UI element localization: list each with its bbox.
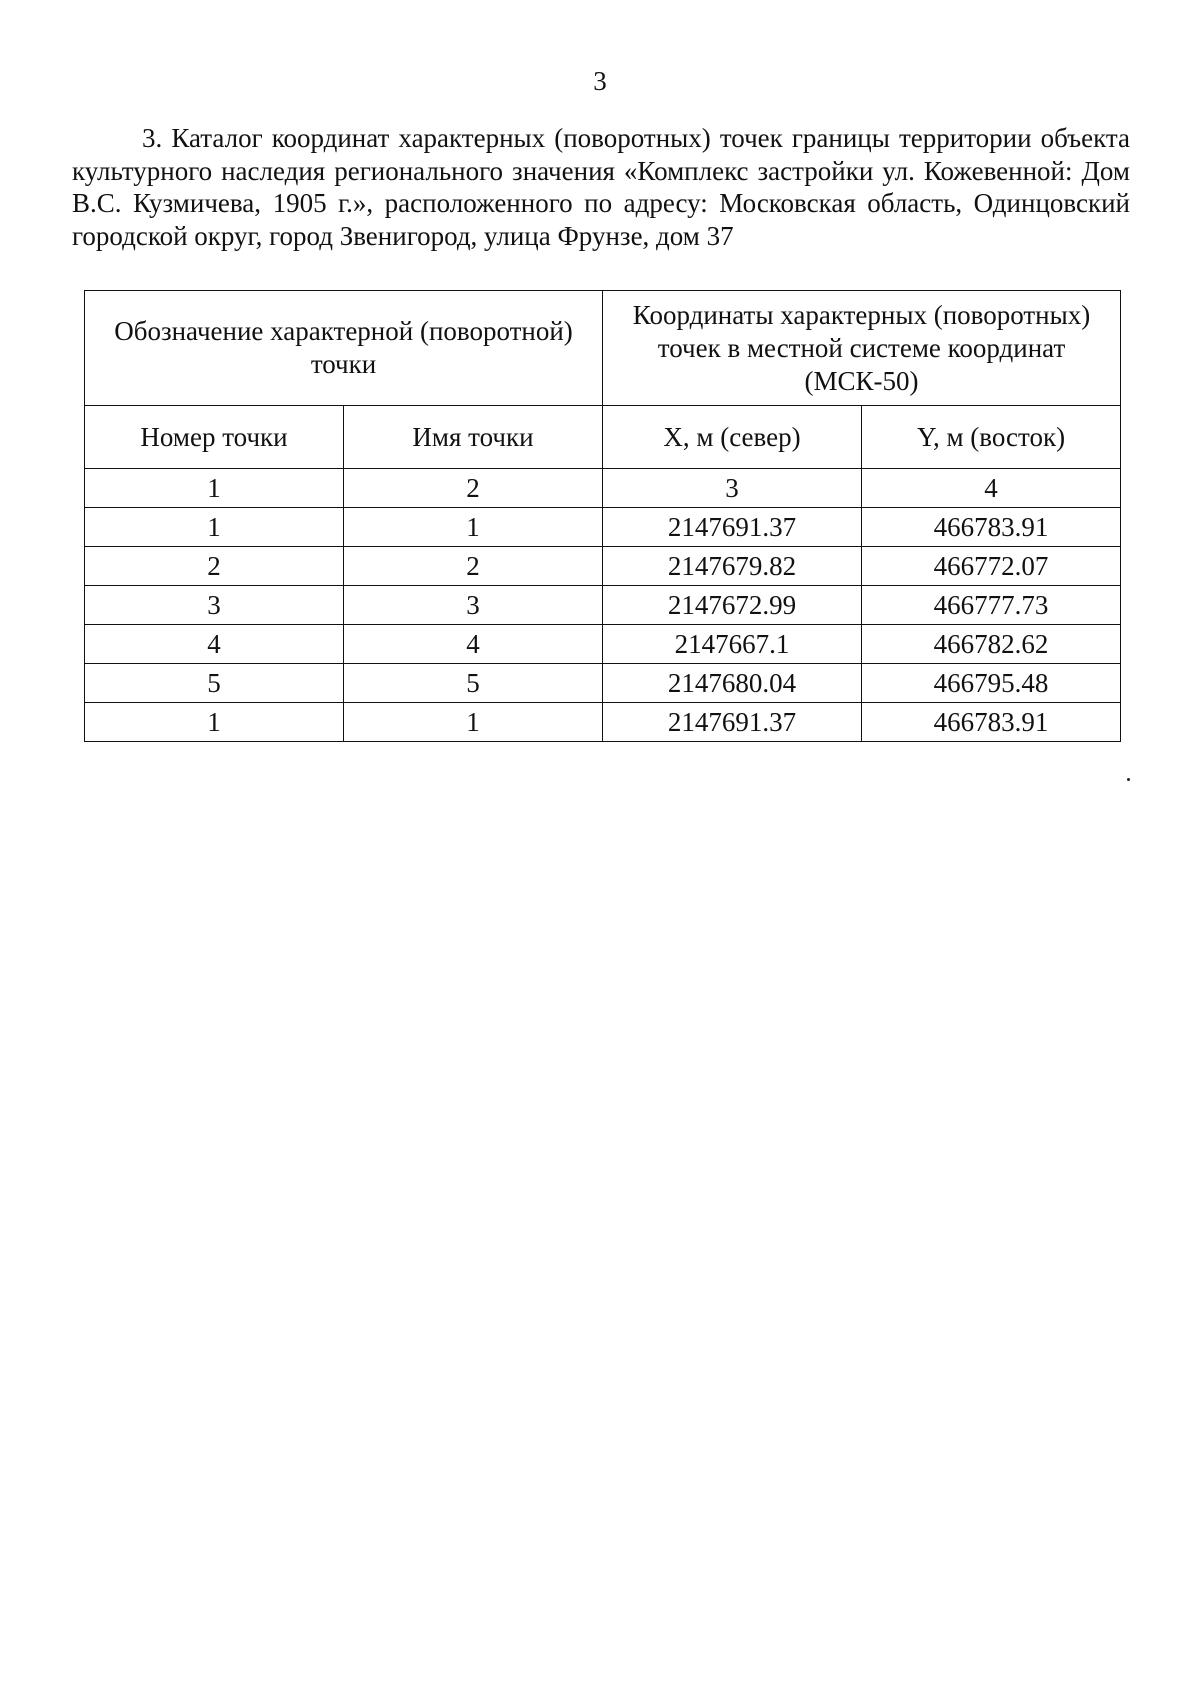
point-number-cell: 1 (85, 703, 344, 742)
point-name-cell: 1 (344, 508, 603, 547)
table-row (85, 664, 1121, 703)
column-number-row (85, 469, 1121, 508)
table-row (85, 703, 1121, 742)
column-number: 2 (344, 469, 603, 508)
point-number-cell: 4 (85, 625, 344, 664)
point-number-cell: 2 (85, 547, 344, 586)
table-header-row (85, 291, 1121, 406)
header-coordinates: Координаты характерных (поворотных) точек в местной системе координат (МСК-50) (603, 291, 1121, 406)
x-coordinate-cell: 2147667.1 (603, 625, 862, 664)
table-row (85, 547, 1121, 586)
x-coordinate-cell: 2147691.37 (603, 508, 862, 547)
subheader-point-name: Имя точки (344, 406, 603, 469)
page-number: 3 (593, 66, 607, 96)
header-point-designation: Обозначение характерной (поворотной) точки (85, 291, 603, 406)
y-coordinate-cell: 466783.91 (862, 703, 1121, 742)
point-name-cell: 5 (344, 664, 603, 703)
catalog-intro-paragraph: 3. Каталог координат характерных (поворотных) точек границы территории объекта культурного наследия регионального значения «Комплекс застройки ул. Кожевенной: Дом В.С. Кузмичева, 1905 г.», расположенного по адресу: Московская область, Одинцовский городской округ, город Звенигород, улица Фрунзе, дом 37 (72, 123, 1130, 251)
column-number: 4 (862, 469, 1121, 508)
y-coordinate-cell: 466783.91 (862, 508, 1121, 547)
table-row (85, 586, 1121, 625)
x-coordinate-cell: 2147680.04 (603, 664, 862, 703)
y-coordinate-cell: 466777.73 (862, 586, 1121, 625)
y-coordinate-cell: 466795.48 (862, 664, 1121, 703)
subheader-x-north: X, м (север) (603, 406, 862, 469)
y-coordinate-cell: 466782.62 (862, 625, 1121, 664)
point-name-cell: 3 (344, 586, 603, 625)
point-name-cell: 1 (344, 703, 603, 742)
point-name-cell: 2 (344, 547, 603, 586)
subheader-point-number: Номер точки (85, 406, 344, 469)
column-number: 3 (603, 469, 862, 508)
point-name-cell: 4 (344, 625, 603, 664)
point-number-cell: 1 (85, 508, 344, 547)
x-coordinate-cell: 2147691.37 (603, 703, 862, 742)
point-number-cell: 3 (85, 586, 344, 625)
table-row (85, 508, 1121, 547)
x-coordinate-cell: 2147672.99 (603, 586, 862, 625)
y-coordinate-cell: 466772.07 (862, 547, 1121, 586)
column-number: 1 (85, 469, 344, 508)
scan-speck (1127, 778, 1130, 781)
table-row (85, 625, 1121, 664)
point-number-cell: 5 (85, 664, 344, 703)
coordinates-table (84, 290, 1121, 742)
subheader-y-east: Y, м (восток) (862, 406, 1121, 469)
x-coordinate-cell: 2147679.82 (603, 547, 862, 586)
table-subheader-row (85, 406, 1121, 469)
